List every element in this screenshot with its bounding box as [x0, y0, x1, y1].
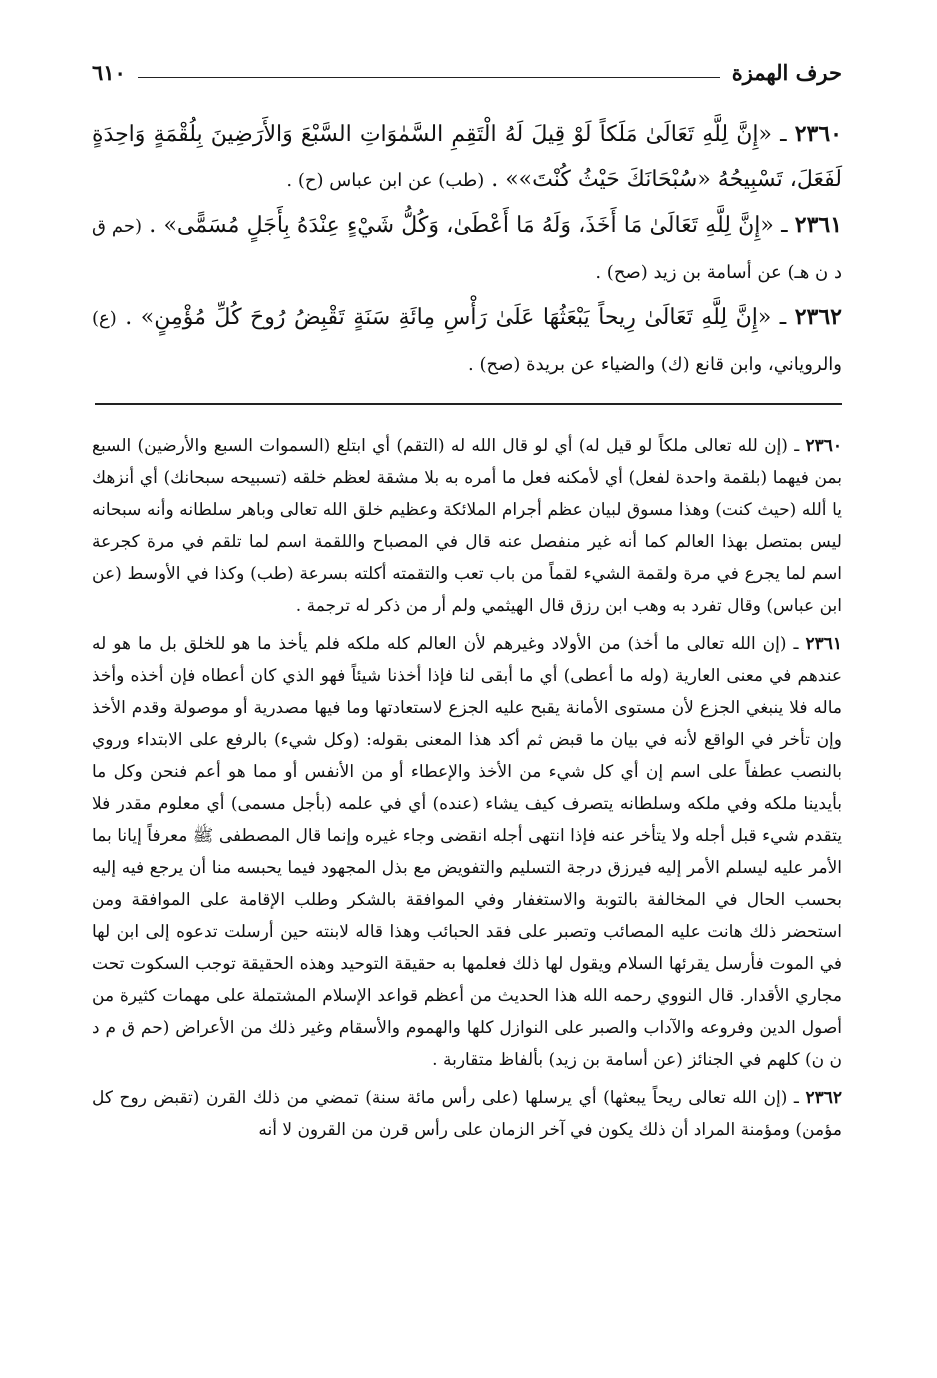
chapter-title: حرف الهمزة	[731, 59, 842, 85]
hadith-section	[92, 112, 842, 387]
commentary-entry: ٢٣٦٠ ـ (إن لله تعالى ملكاً لو قيل له) أي لو قال الله له (التقم) أي ابتلع (السموات السبع والأرضين) السبع بمن فيهما (بلقمة واحدة لفعل) أي لأمكنه فعل ما أمره به بلا مشقة لعظم خلقه (تسبيحه سبحانك) أي أنزهك يا ألله (حيث كنت) وهذا مسوق لبيان عظم أجرام الملائكة وعظيم خلق الله تعالى وباهر سلطانه وأنه سبحانه ليس بمتصل بهذا العالم كما أنه غير منفصل عنه قال في المصباح واللقمة اسم لما تلقم في مرة كجرعة اسم لما يجرع في مرة ولقمة الشيء لقماً من باب تعب والتقمته أكلته بسرعة (طب) وكذا في الأوسط (عن ابن عباس) وقال تفرد به وهب ابن رزق قال الهيثمي ولم أر من ذكر له ترجمة .	[92, 436, 842, 616]
hadith-source: (ع) والروياني، وابن قانع (ك) والضياء عن بريدة (صح) .	[92, 308, 842, 375]
hadith-text: «إِنَّ لِلَّهِ تَعَالَىٰ رِيحاً يَبْعَثُهَا عَلَىٰ رَأْسِ مِائَةِ سَنَةٍ تَقْبِضُ رُوحَ كُلِّ مُؤْمِنٍ» .	[125, 305, 772, 330]
commentary-number: ٢٣٦١	[805, 634, 842, 654]
hadith-text: «إِنَّ لِلَّهِ تَعَالَىٰ مَلَكاً لَوْ قِيلَ لَهُ الْتَقِمِ السَّمٰوَاتِ السَّبْعَ وَالأَرَضِينَ بِلُقْمَةٍ وَاحِدَةٍ لَفَعَلَ، تَسْبِيحُهُ «سُبْحَانَكَ حَيْثُ كُنْتَ»» .	[92, 122, 842, 192]
running-header	[92, 52, 842, 92]
commentary-section	[92, 430, 842, 1152]
commentary-entry: ٢٣٦١ ـ (إن الله تعالى ما أخذ) من الأولاد وغيرهم لأن العالم كله ملكه فلم يأخذ ما هو للخلق بل ما هو له عندهم في معنى العارية (وله ما أعطى) أي ما أبقى لنا فإذا أخذنا شيئاً فهو الذي كان أعطاه فإن أخذه وأخذ ماله فلا ينبغي الجزع لأن مستوى الأمانة يقبح عليه الجزع لاستعادتها وما فيها مصدرية أو موصولة وقدم الأخذ وإن تأخر في الواقع لأنه في بيان ما قبض ثم أكد هذا المعنى بقوله: (وكل شيء) بالرفع على الابتداء وروي بالنصب عطفاً على اسم إن أي كل شيء من الأخذ والإعطاء أو من الأنفس أو مما هو أعم فنحن وكل ما بأيدينا ملكه وفي ملكه وسلطانه يتصرف كيف يشاء (عنده) أي في علمه (بأجل مسمى) أي معلوم مقدر فلا يتقدم شيء قبل أجله ولا يتأخر عنه فإذا انتهى أجله انقضى وجاء غيره وإنما قال المصطفى ﷺ معرفاً إيانا بما الأمر عليه ليسلم الأمر إليه فيرزق درجة التسليم والتفويض مع بذل المجهود فيما يحبسه منا أن يرجع فيه إليه بحسب الحال في المخالفة بالتوبة والاستغفار وفي الموافقة بالشكر وطلب الإقامة على الموافقة ومن استحضر ذلك هانت عليه المصائب وتصبر على فقد الحبائب وهذا قاله لابنته حين أرسلت تدعوه إلى ابن لها في الموت فأرسل يقرئها السلام ويقول لها ذلك فعلمها به حقيقة التوحيد وهذه الحقيقة توجب السكوت تحت مجاري الأقدار. قال النووي رحمه الله هذا الحديث من أعظم قواعد الإسلام المشتملة على مهمات كثيرة من أصول الدين وفروعه والآداب والصبر على النوازل كلها والهموم والأسقام وغير ذلك من الأعراض (حم ق م د ن ن) كلهم في الجنائز (عن أسامة بن زيد) بألفاظ متقاربة .	[92, 634, 842, 1070]
hadith-text: «إِنَّ لِلَّهِ تَعَالَىٰ مَا أَخَذَ، وَلَهُ مَا أَعْطَىٰ، وَكُلُّ شَيْءٍ عِنْدَهُ بِأَجَلٍ مُسَمًّى» .	[149, 213, 774, 238]
commentary-text: (إن لله تعالى ملكاً لو قيل له) أي لو قال الله له (التقم) أي ابتلع (السموات السبع والأرضين) السبع بمن فيهما (بلقمة واحدة لفعل) أي لأمكنه فعل ما أمره به بلا مشقة لعظم خلقه (تسبيحه سبحانك) أي أنزهك يا ألله (حيث كنت) وهذا مسوق لبيان عظم أجرام الملائكة وعظيم خلق الله تعالى وباهر سلطانه وأنه سبحانه ليس بمتصل بهذا العالم كما أنه غير منفصل عنه قال في المصباح واللقمة اسم لما تلقم في مرة كجرعة اسم لما يجرع في مرة ولقمة الشيء لقماً من باب تعب والتقمته أكلته بسرعة (طب) وكذا في الأوسط (عن ابن عباس) وقال تفرد به وهب ابن رزق قال الهيثمي ولم أر من ذكر له ترجمة .	[92, 436, 842, 616]
commentary-number: ٢٣٦٠	[805, 436, 842, 456]
hadith-number: ٢٣٦٢	[794, 304, 842, 330]
hadith-number: ٢٣٦١	[794, 212, 843, 238]
hadith-entry: ٢٣٦١ ـ «إِنَّ لِلَّهِ تَعَالَىٰ مَا أَخَذَ، وَلَهُ مَا أَعْطَىٰ، وَكُلُّ شَيْءٍ عِنْدَهُ بِأَجَلٍ مُسَمًّى» . (حم ق د ن هـ) عن أسامة بن زيد (صح) .	[92, 212, 843, 283]
hadith-source: (طب) عن ابن عباس (ح) .	[286, 170, 485, 191]
header-rule	[138, 77, 720, 78]
commentary-text: (إن الله تعالى ريحاً يبعثها) أي يرسلها (على رأس مائة سنة) تمضي من ذلك القرن (تقبض روح كل مؤمن) ومؤمنة المراد أن ذلك يكون في آخر الزمان على رأس قرن من القرون لا أنه	[92, 1088, 842, 1140]
commentary-number: ٢٣٦٢	[805, 1088, 842, 1108]
page-number: ٦١٠	[92, 59, 126, 85]
section-divider	[95, 403, 842, 405]
hadith-entry: ٢٣٦٠ ـ «إِنَّ لِلَّهِ تَعَالَىٰ مَلَكاً لَوْ قِيلَ لَهُ الْتَقِمِ السَّمٰوَاتِ السَّبْعَ وَالأَرَضِينَ بِلُقْمَةٍ وَاحِدَةٍ لَفَعَلَ، تَسْبِيحُهُ «سُبْحَانَكَ حَيْثُ كُنْتَ»» . (طب) عن ابن عباس (ح) .	[92, 121, 842, 192]
hadith-source: (حم ق د ن هـ) عن أسامة بن زيد (صح) .	[92, 216, 842, 283]
commentary-entry: ٢٣٦٢ ـ (إن الله تعالى ريحاً يبعثها) أي يرسلها (على رأس مائة سنة) تمضي من ذلك القرن (تقبض روح كل مؤمن) ومؤمنة المراد أن ذلك يكون في آخر الزمان على رأس قرن من القرون لا أنه	[92, 1088, 842, 1140]
commentary-text: (إن الله تعالى ما أخذ) من الأولاد وغيرهم لأن العالم كله ملكه فلم يأخذ ما هو للخلق بل ما هو له عندهم في معنى العارية (وله ما أعطى) أي ما أبقى لنا فإذا أخذنا شيئاً فهو الذي كان أعطاه فإن أخذه وأخذ ماله فلا ينبغي الجزع لأن مستوى الأمانة يقبح عليه الجزع لاستعادتها وما فيها مصدرية أو موصولة وقدم الأخذ وإن تأخر في الواقع لأنه في بيان ما قبض ثم أكد هذا المعنى بقوله: (وكل شيء) بالرفع على الابتداء وروي بالنصب عطفاً على اسم إن أي كل شيء من الأخذ والإعطاء أو من الأنفس أو مما هو أعم فنحن وكل ما بأيدينا ملكه وفي ملكه وسلطانه يتصرف كيف يشاء (عنده) أي في علمه (بأجل مسمى) أي معلوم مقدر فلا يتقدم شيء قبل أجله ولا يتأخر عنه فإذا انتهى أجله انقضى وجاء غيره وإنما قال المصطفى ﷺ معرفاً إيانا بما الأمر عليه ليسلم الأمر إليه فيرزق درجة التسليم والتفويض مع بذل المجهود فيما يحبسه منا أن يرجع فيه إليه بحسب الحال في المخالفة بالتوبة والاستغفار وفي الموافقة بالشكر وطلب الإقامة على الموافقة ومن استحضر ذلك هانت عليه المصائب وتصبر على فقد الحبائب وهذا قاله لابنته حين أرسلت تدعوه إلى ابن لها في الموت فأرسل يقرئها السلام ويقول لها ذلك فعلمها به حقيقة التوحيد وهذه الحقيقة توجب السكوت تحت مجاري الأقدار. قال النووي رحمه الله هذا الحديث من أعظم قواعد الإسلام المشتملة على مهمات كثيرة من أصول الدين وفروعه والآداب والصبر على النوازل كلها والهموم والأسقام وغير ذلك من الأعراض (حم ق م د ن ن) كلهم في الجنائز (عن أسامة بن زيد) بألفاظ متقاربة .	[92, 634, 842, 1070]
hadith-entry: ٢٣٦٢ ـ «إِنَّ لِلَّهِ تَعَالَىٰ رِيحاً يَبْعَثُهَا عَلَىٰ رَأْسِ مِائَةِ سَنَةٍ تَقْبِضُ رُوحَ كُلِّ مُؤْمِنٍ» . (ع) والروياني، وابن قانع (ك) والضياء عن بريدة (صح) .	[92, 304, 842, 375]
hadith-number: ٢٣٦٠	[794, 121, 842, 147]
